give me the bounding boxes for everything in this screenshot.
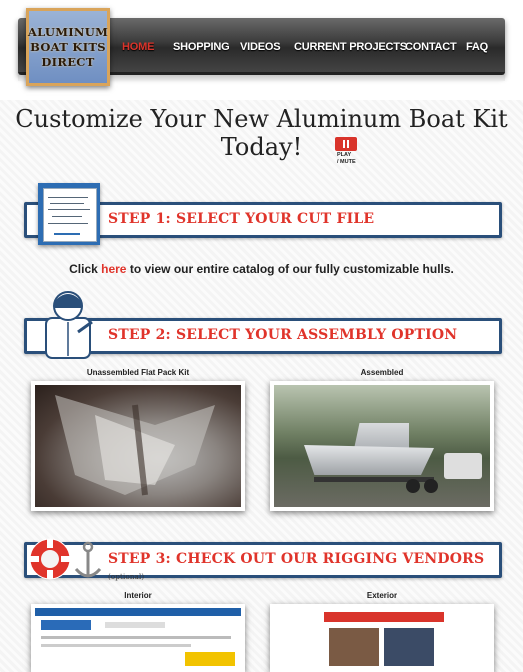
play-mute-button[interactable] xyxy=(335,137,357,151)
nav-contact[interactable]: CONTACT xyxy=(405,41,457,53)
logo-line-3: DIRECT xyxy=(41,54,95,69)
step-3-heading xyxy=(108,551,523,583)
catalog-suffix: to view our entire catalog of our fully customizable hulls. xyxy=(126,262,454,276)
vendor-interior-label: Interior xyxy=(124,591,152,600)
assembled-boat-photo[interactable] xyxy=(270,381,494,511)
catalog-prefix: Click xyxy=(69,262,102,276)
logo-line-2: BOAT KITS xyxy=(30,39,106,54)
nav-faq[interactable]: FAQ xyxy=(466,41,489,53)
nav-current-projects[interactable]: CURRENT PROJECTS xyxy=(294,41,407,53)
play-label: PLAY xyxy=(337,152,352,158)
unassembled-kit-photo[interactable] xyxy=(31,381,245,511)
page-title: Customize Your New Aluminum Boat Kit Today! xyxy=(15,105,508,161)
mute-label: / MUTE xyxy=(337,159,356,165)
site-logo[interactable] xyxy=(26,8,110,86)
nav-videos[interactable]: VIDEOS xyxy=(240,41,281,53)
step-3-title: STEP 3: CHECK OUT OUR RIGGING VENDORS xyxy=(108,551,485,567)
play-mute-label xyxy=(337,152,356,166)
site-header xyxy=(0,0,523,100)
catalog-text xyxy=(0,262,523,276)
catalog-link[interactable]: here xyxy=(101,262,127,276)
lifebuoy-anchor-icon xyxy=(26,535,106,583)
welder-icon xyxy=(38,286,98,360)
nav-home[interactable]: HOME xyxy=(122,41,155,53)
step-3-optional: (optional) xyxy=(108,573,145,581)
option-assembled-label: Assembled xyxy=(360,368,404,377)
step-1-heading: STEP 1: SELECT YOUR CUT FILE xyxy=(108,211,375,227)
option-unassembled-label: Unassembled Flat Pack Kit xyxy=(86,368,190,377)
vendor-exterior-label: Exterior xyxy=(366,591,398,600)
cut-file-icon xyxy=(38,183,100,245)
step-2-heading: STEP 2: SELECT YOUR ASSEMBLY OPTION xyxy=(108,327,458,343)
logo-line-1: ALUMINUM xyxy=(27,24,109,39)
nav-shopping[interactable]: SHOPPING xyxy=(173,41,230,53)
